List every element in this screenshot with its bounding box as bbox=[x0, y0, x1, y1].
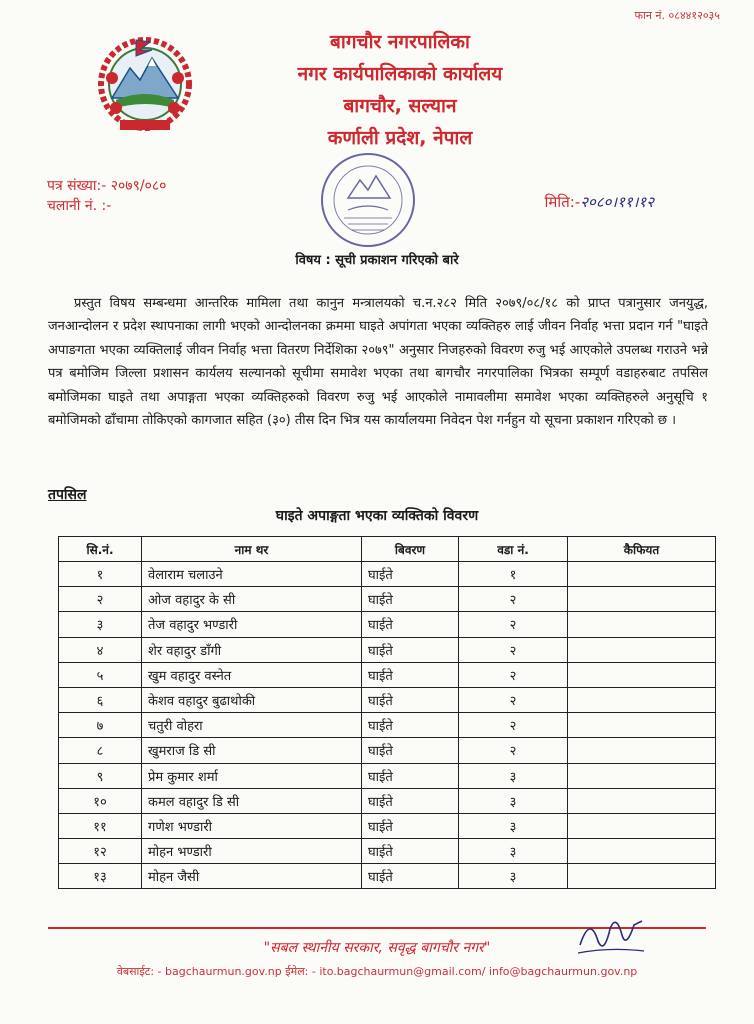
ward-cell: २ bbox=[459, 612, 568, 637]
remarks-cell bbox=[568, 713, 716, 738]
name-cell: केशव वहादुर बुढाथोकी bbox=[142, 687, 362, 712]
ward-cell: ३ bbox=[459, 813, 568, 838]
table-row bbox=[59, 813, 716, 838]
province-name: कर्णाली प्रदेश, नेपाल bbox=[327, 127, 473, 149]
name-cell: प्रेम कुमार शर्मा bbox=[142, 763, 362, 788]
name-cell: शेर वहादुर डाँगी bbox=[142, 637, 362, 662]
serial-cell: ९ bbox=[59, 763, 142, 788]
ward-cell: २ bbox=[459, 687, 568, 712]
remarks-cell bbox=[568, 637, 716, 662]
name-cell: तेज वहादुर भण्डारी bbox=[142, 612, 362, 637]
description-cell: घाईते bbox=[362, 662, 459, 687]
name-cell: कमल वहादुर डि सी bbox=[142, 788, 362, 813]
table-row bbox=[59, 839, 716, 864]
description-cell: घाईते bbox=[362, 687, 459, 712]
remarks-cell bbox=[568, 864, 716, 889]
ward-cell: २ bbox=[459, 637, 568, 662]
letterhead bbox=[200, 26, 600, 154]
table-row bbox=[59, 562, 716, 587]
name-cell: गणेश भण्डारी bbox=[142, 813, 362, 838]
serial-cell: ७ bbox=[59, 713, 142, 738]
remarks-cell bbox=[568, 839, 716, 864]
nepal-emblem-icon bbox=[92, 28, 198, 136]
serial-cell: १२ bbox=[59, 839, 142, 864]
table-row bbox=[59, 587, 716, 612]
description-cell: घाईते bbox=[362, 763, 459, 788]
table-header-row bbox=[59, 537, 716, 562]
table-title: घाइते अपाङ्गता भएका व्यक्तिको विवरण bbox=[275, 508, 479, 524]
notice-body: प्रस्तुत विषय सम्बन्धमा आन्तरिक मामिला तथा कानुन मन्त्रालयको च.न.२८२ मिति २०७९/०८/१८ को प्राप्त पत्रानुसार जनयुद्ध, जनआन्दोलन र प्रदेश स्थापनाका लागी भएको आन्दोलनका क्रममा घाइते अपांगता भएका व्यक्तिहरु लाई जीवन निर्वाह भत्ता प्रदान गर्न "घाइते अपाङगता भएका व्यक्तिलाई जीवन निर्वाह भत्ता वितरण निर्देशिका २०७९" अनुसार निजहरुको विवरण रुजु भई आएकोले उपलब्ध गराउने भन्ने पत्र बमोजिम जिल्ला प्रशासन कार्यलय सल्यानको सूचीमा समावेश भएका तथा बागचौर नगरपालिका भित्रका सम्पूर्ण वडाहरुबाट तपसिल बमोजिमका घाइते तथा अपाङ्गता भएका व्यक्तिहरुको विवरण रुजु भई आएकोले नामावलीमा समावेश भएका व्यक्तिहरुले अनुसूचि १ बमोजिमको ढाँचामा तोकिएको कागजात सहित (३०) तीस दिन भित्र यस कार्यालयमा निवेदन पेश गर्नहुन यो सूचना प्रकाशन गरिएको छ । bbox=[48, 296, 708, 429]
remarks-cell bbox=[568, 738, 716, 763]
table-row bbox=[59, 864, 716, 889]
description-cell: घाईते bbox=[362, 813, 459, 838]
description-cell: घाईते bbox=[362, 839, 459, 864]
description-cell: घाईते bbox=[362, 864, 459, 889]
ward-cell: २ bbox=[459, 713, 568, 738]
name-cell: खुम वहादुर वस्नेत bbox=[142, 662, 362, 687]
letter-subject: विषय : सूची प्रकाशन गरिएको बारे bbox=[295, 253, 459, 268]
col-name-header: नाम थर bbox=[142, 537, 362, 562]
letter-reference-number: पत्र संख्या:- २०७९/०८० bbox=[47, 178, 167, 194]
contact-footer: वेबसाईट: - bagchaurmun.gov.np ईमेल: - ito.bagchaurmun@gmail.com/ info@bagchaurmun.gov.np bbox=[116, 965, 638, 978]
serial-cell: २ bbox=[59, 587, 142, 612]
date-label: मिति:- bbox=[544, 193, 581, 211]
date-value: २०८०।११।१२ bbox=[580, 193, 654, 211]
remarks-cell bbox=[568, 612, 716, 637]
table-row bbox=[59, 662, 716, 687]
remarks-cell bbox=[568, 788, 716, 813]
table-row bbox=[59, 788, 716, 813]
serial-cell: १ bbox=[59, 562, 142, 587]
serial-cell: ४ bbox=[59, 637, 142, 662]
office-location: बागचौर, सल्यान bbox=[343, 95, 457, 117]
office-stamp-icon bbox=[318, 150, 418, 250]
signature-icon bbox=[570, 905, 650, 965]
col-remarks-header: कैफियत bbox=[568, 537, 716, 562]
serial-cell: १० bbox=[59, 788, 142, 813]
description-cell: घाईते bbox=[362, 788, 459, 813]
table-row bbox=[59, 763, 716, 788]
phone-number: फान नं. ०८४४१२०३५ bbox=[634, 9, 720, 22]
description-cell: घाईते bbox=[362, 738, 459, 763]
description-cell: घाईते bbox=[362, 587, 459, 612]
office-name: नगर कार्यपालिकाको कार्यालय bbox=[297, 63, 503, 85]
remarks-cell bbox=[568, 662, 716, 687]
ward-cell: ३ bbox=[459, 763, 568, 788]
ward-cell: २ bbox=[459, 738, 568, 763]
name-cell: मोहन भण्डारी bbox=[142, 839, 362, 864]
serial-cell: ८ bbox=[59, 738, 142, 763]
table-row bbox=[59, 687, 716, 712]
remarks-cell bbox=[568, 813, 716, 838]
ward-cell: ३ bbox=[459, 788, 568, 813]
description-cell: घाईते bbox=[362, 637, 459, 662]
table-row bbox=[59, 738, 716, 763]
remarks-cell bbox=[568, 587, 716, 612]
table-row bbox=[59, 637, 716, 662]
ward-cell: १ bbox=[459, 562, 568, 587]
serial-cell: ५ bbox=[59, 662, 142, 687]
remarks-cell bbox=[568, 562, 716, 587]
col-serial-header: सि.नं. bbox=[59, 537, 142, 562]
serial-cell: ११ bbox=[59, 813, 142, 838]
municipality-name: बागचौर नगरपालिका bbox=[330, 31, 470, 53]
name-cell: वेलाराम चलाउने bbox=[142, 562, 362, 587]
serial-cell: १३ bbox=[59, 864, 142, 889]
remarks-cell bbox=[568, 687, 716, 712]
name-cell: चतुरी वोहरा bbox=[142, 713, 362, 738]
serial-cell: ६ bbox=[59, 687, 142, 712]
col-ward-header: वडा नं. bbox=[459, 537, 568, 562]
ward-cell: २ bbox=[459, 662, 568, 687]
name-cell: ओज वहादुर के सी bbox=[142, 587, 362, 612]
ward-cell: २ bbox=[459, 587, 568, 612]
table-row bbox=[59, 713, 716, 738]
ward-cell: ३ bbox=[459, 864, 568, 889]
dispatch-number: चलानी नं. :- bbox=[47, 198, 112, 214]
annex-heading: तपसिल bbox=[48, 487, 87, 503]
name-cell: मोहन जैसी bbox=[142, 864, 362, 889]
injured-persons-table bbox=[58, 536, 716, 889]
name-cell: खुमराज डि सी bbox=[142, 738, 362, 763]
serial-cell: ३ bbox=[59, 612, 142, 637]
remarks-cell bbox=[568, 763, 716, 788]
description-cell: घाईते bbox=[362, 713, 459, 738]
municipality-motto: "सबल स्थानीय सरकार, सवृद्ध बागचौर नगर" bbox=[263, 940, 491, 956]
letter-date bbox=[544, 192, 654, 212]
description-cell: घाईते bbox=[362, 612, 459, 637]
table-row bbox=[59, 612, 716, 637]
description-cell: घाईते bbox=[362, 562, 459, 587]
col-description-header: बिवरण bbox=[362, 537, 459, 562]
ward-cell: ३ bbox=[459, 839, 568, 864]
